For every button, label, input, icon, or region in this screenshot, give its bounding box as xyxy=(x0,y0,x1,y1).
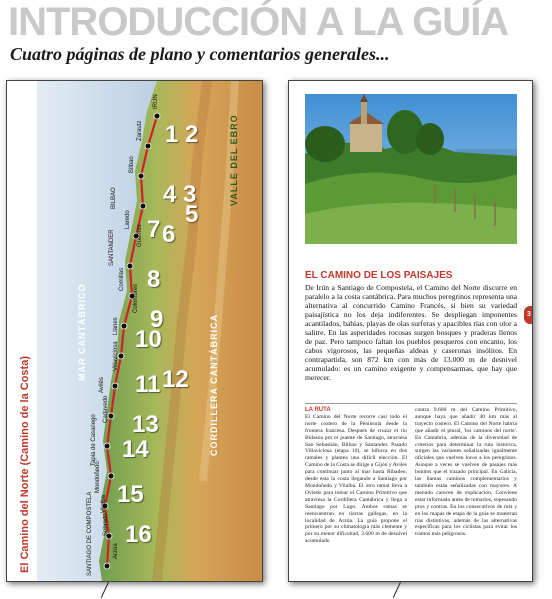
stage-number-14: 14 xyxy=(122,436,149,463)
stage-number-12: 12 xyxy=(162,366,189,393)
stage-number-10: 10 xyxy=(135,326,162,353)
region-label-valley: VALLE DEL EBRO xyxy=(229,114,239,206)
stage-number-1: 1 xyxy=(165,121,179,148)
stage-number-2: 2 xyxy=(185,121,199,148)
column-text: El Camino del Norte recorre casi todo el norte costero de la Península desde la frontera francesa. Después de cruzar el río Bidasoa por el puente de Santiago, atraviesa San Sebastián, Bilbao y Santander. Pasado Villaviciosa (etapa 10), se bifurca en dos ramales y plantea una difícil elección. El Camino de la Costa se dirige a Gijón y Avilés para continuar junto al mar hasta Ribadeo, desde ésta la costa llegando a Santiago por Mondoñedo y Vilalba. El otro ramal lleva a Oviedo para tomar el Camino Primitivo que atraviesa la Cordillera Cantábrica y llega a Santiago por Lugo. Ambos ramas se reencuentran en tierras gallegas, en la localidad de Arzúa. La guía propone el primero por su climatología más clemente y por su menor dificultad, 3.600 m de desnivel acumulado xyxy=(305,413,407,545)
town-label: Vilalba xyxy=(101,495,107,513)
stage-number-8: 8 xyxy=(147,266,161,293)
town-label: Mondoñedo xyxy=(95,461,101,493)
page-subtitle: Cuatro páginas de plano y comentarios generales... xyxy=(10,44,390,64)
column-text: contra 9.600 m del Camino Primitivo, aunque haya que añadir 40 km más al trayecto costero. El Camino del Norte habría que añadir el plural, 'los caminos del norte'. En Cantabria, además de la diversidad de criterios para determinar la ruta histórica, surgen las variantes señalizadas igualmente oficiales que vuelven locos a los peregrinos. Aunque a veces se vuelven de pasajes más bonitos que el trazado principal. En Galicia, las llamas caminos complementarios y también están señalizadas con mayores. A menudo carecen de explicación. Conviene estar informado antes de tomarlos, sopesando pros y contras. En los consecutivos de ruta y en los mapas de etapa de la guía se muestran rías distintivas, además de las alternativas específicas para los ciclistas para evitar los tramos más peligrosos. xyxy=(415,407,517,538)
text-page xyxy=(288,80,533,582)
page-number-tab xyxy=(524,306,533,324)
town-label: Colombres xyxy=(133,283,139,313)
region-label-mountains: CORDILLERA CANTÁBRICA xyxy=(209,313,219,456)
stage-number-5: 5 xyxy=(185,201,199,228)
stage-number-16: 16 xyxy=(125,521,152,548)
stage-number-13: 13 xyxy=(132,411,159,438)
town-label: Zarautz xyxy=(137,120,143,141)
text-column-2 xyxy=(415,407,517,538)
stage-number-9: 9 xyxy=(150,306,164,333)
divider xyxy=(305,403,517,404)
town-label: Villaviciosa xyxy=(113,341,119,371)
town-label: Cadavedo xyxy=(103,395,109,423)
town-label: Avilés xyxy=(99,377,105,393)
text-column-1 xyxy=(305,407,407,545)
town-label: Laredo xyxy=(125,210,131,229)
town-label: SANTIAGO DE COMPOSTELA xyxy=(87,491,93,576)
town-label: Bilbao xyxy=(129,156,135,173)
town-label: Sobrado xyxy=(103,513,109,536)
map-sidebar-title: El Camino del Norte (Camino de la Costa) xyxy=(19,356,31,573)
town-label: SANTANDER xyxy=(109,229,115,266)
stage-number-7: 7 xyxy=(147,216,161,243)
pointer-line-left xyxy=(101,582,109,598)
region-label-sea: MAR CANTÁBRICO xyxy=(77,283,87,381)
town-label: IRÚN xyxy=(153,94,159,109)
section-title: EL CAMINO DE LOS PAISAJES xyxy=(305,270,453,281)
page-number: 3 xyxy=(527,311,531,318)
column-heading: LA RUTA xyxy=(305,407,331,413)
town-label: BILBAO xyxy=(111,187,117,209)
town-label: Comillas xyxy=(119,267,125,291)
stage-number-15: 15 xyxy=(117,481,144,508)
town-label: Llanes xyxy=(113,317,119,335)
stage-number-11: 11 xyxy=(135,371,161,398)
pointer-line-right xyxy=(393,582,401,598)
town-label: Güemes xyxy=(137,224,143,247)
stage-number-6: 6 xyxy=(162,221,176,248)
stage-number-3: 3 xyxy=(183,181,197,208)
landscape-photo xyxy=(305,94,517,244)
town-label: Arzúa xyxy=(113,543,119,559)
page-title: INTRODUCCIÓN A LA GUÍA xyxy=(8,0,509,44)
stage-number-4: 4 xyxy=(163,181,177,208)
town-label: Tapia de Casariego xyxy=(91,414,97,466)
intro-paragraph: De Irún a Santiago de Compostela, el Camino del Norte discurre en paralelo a la costa cantábrica. Para muchos peregrinos representa una alternativa al concurrido Camino Francés, si bien su variedad paisajística no los deja indiferentes. Se despliegan imponentes acantilados, bahías, playas de olas surferas y apacibles rías con olor a salitre. En las asperidades rocosas surgen bosques y praderas llenos de paz. Pero tampoco faltan los pueblos pesqueros con encanto, los cabos vigorosos, las pequeñas aldeas y caseronas insólitos. En contrapartida, son 872 km con más de 13.000 m de desnivel acumulado: es un camino exigente y compensarmas, que hay que merecer. xyxy=(305,283,517,382)
map-page xyxy=(6,80,263,582)
